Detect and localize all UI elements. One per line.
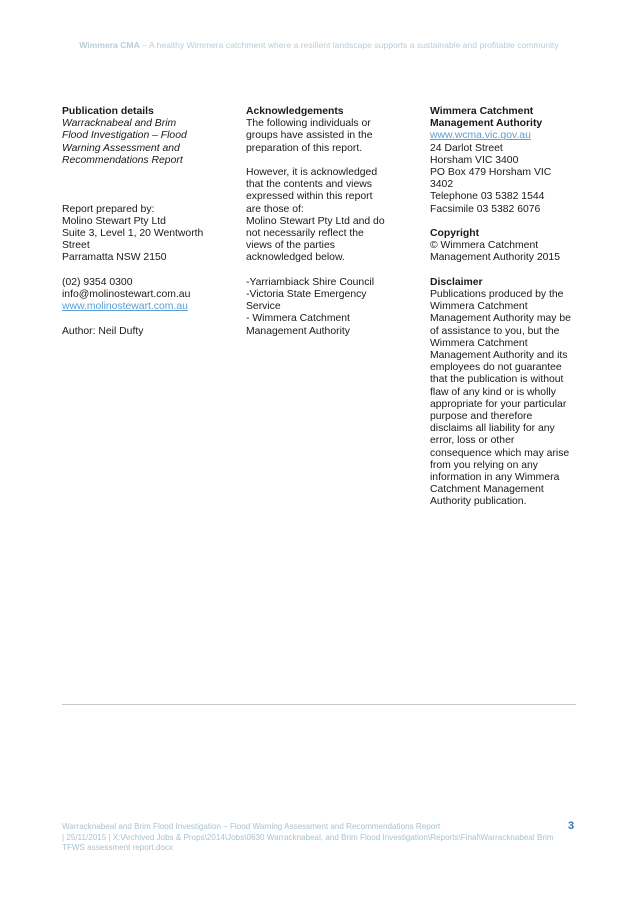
page-number: 3: [568, 820, 575, 832]
disclaimer-line: error, loss or other: [430, 435, 515, 447]
header-org: Wimmera CMA: [79, 40, 140, 50]
phone-number: (02) 9354 0300: [62, 276, 133, 288]
acknowledged-party: - Wimmera Catchment: [246, 313, 350, 325]
report-title-line: Recommendations Report: [62, 154, 183, 166]
copyright-text: Management Authority 2015: [430, 252, 560, 264]
author: Author: Neil Dufty: [62, 325, 144, 337]
acknowledgements-text: views of the parties: [246, 240, 335, 252]
report-title-line: Warracknabeal and Brim: [62, 118, 177, 130]
disclaimer-text: [430, 289, 580, 509]
wcma-facsimile: Facsimile 03 5382 6076: [430, 203, 541, 215]
footer-file-path: | 25/11/2015 | X:\Archived Jobs & Props\2014\Jobs\0630 Warracknabeal, and Brim Flood Investigation\Reports\Final\Warracknabeal Brim: [62, 832, 554, 842]
acknowledgements-text: expressed within this report: [246, 191, 373, 203]
publication-details-heading: Publication details: [62, 106, 154, 117]
acknowledgements-text: Molino Stewart Pty Ltd and do: [246, 215, 385, 227]
disclaimer-line: that the publication is without: [430, 374, 564, 386]
spacer: [246, 155, 406, 167]
wcma-address-line: 3402: [430, 179, 454, 191]
disclaimer-line: appropriate for your particular: [430, 398, 567, 410]
publication-details-column: [62, 106, 232, 338]
prepared-by-label: Report prepared by:: [62, 203, 155, 215]
spacer: [62, 313, 232, 325]
copyright-text: © Wimmera Catchment: [430, 240, 539, 252]
disclaimer-line: disclaims all liability for any: [430, 423, 555, 435]
wcma-address-line: 24 Darlot Street: [430, 142, 503, 154]
wcma-address-line: Horsham VIC 3400: [430, 154, 519, 166]
wcma-heading: Management Authority: [430, 118, 543, 130]
footer-divider: [62, 704, 576, 705]
acknowledgements-text: acknowledged below.: [246, 252, 345, 264]
disclaimer-line: Authority publication.: [430, 496, 527, 508]
footer-report-title: Warracknabeal and Brim Flood Investigation – Flood Warning Assessment and Recommendations Report: [62, 822, 441, 831]
molino-website-link[interactable]: www.molinostewart.com.au: [62, 301, 188, 313]
acknowledgements-text: are those of:: [246, 203, 304, 215]
disclaimer-line: Management Authority and its: [430, 350, 568, 362]
wcma-address-line: PO Box 479 Horsham VIC: [430, 167, 552, 179]
disclaimer-line: Management Authority may be: [430, 313, 571, 325]
address-line: Parramatta NSW 2150: [62, 252, 167, 264]
wcma-telephone: Telephone 03 5382 1544: [430, 191, 545, 203]
disclaimer-heading: Disclaimer: [430, 276, 483, 288]
disclaimer-line: from you relying on any: [430, 459, 539, 471]
spacer: [62, 265, 232, 277]
copyright-heading: Copyright: [430, 228, 480, 240]
wcma-heading: Wimmera Catchment: [430, 106, 534, 117]
acknowledgements-text: However, it is acknowledged: [246, 167, 378, 178]
acknowledgements-text: that the contents and views: [246, 179, 372, 191]
header-tagline: – A healthy Wimmera catchment where a resilient landscape supports a sustainable and profitable community: [139, 40, 559, 50]
report-title-line: Warning Assessment and: [62, 142, 180, 154]
address-line: Street: [62, 240, 90, 252]
disclaimer-line: of assistance to you, but the: [430, 325, 560, 337]
email-address: info@molinostewart.com.au: [62, 289, 191, 300]
acknowledged-party: Service: [246, 301, 281, 313]
spacer: [430, 265, 580, 277]
spacer: [62, 167, 232, 191]
acknowledged-party: -Victoria State Emergency: [246, 289, 367, 301]
report-title-line: Flood Investigation – Flood: [62, 130, 187, 142]
running-header: [0, 40, 638, 50]
disclaimer-line: purpose and therefore: [430, 411, 533, 423]
wimmera-cma-column: [430, 106, 580, 509]
company-name: Molino Stewart Pty Ltd: [62, 215, 166, 227]
wcma-website-link[interactable]: www.wcma.vic.gov.au: [430, 130, 531, 142]
acknowledgements-text: The following individuals or: [246, 118, 371, 130]
spacer: [246, 265, 406, 277]
acknowledged-party: -Yarriambiack Shire Council: [246, 276, 374, 288]
spacer: [62, 191, 232, 203]
acknowledgements-column: [246, 106, 406, 338]
acknowledgements-heading: Acknowledgements: [246, 106, 344, 117]
report-title: [62, 118, 232, 167]
disclaimer-line: Wimmera Catchment: [430, 301, 528, 313]
running-footer: [62, 822, 558, 854]
spacer: [430, 216, 580, 228]
acknowledgements-text: preparation of this report.: [246, 142, 363, 154]
disclaimer-line: consequence which may arise: [430, 447, 570, 459]
disclaimer-line: employees do not guarantee: [430, 362, 562, 374]
footer-file-name: TFWS assessment report.docx: [62, 843, 174, 853]
disclaimer-line: Wimmera Catchment: [430, 337, 528, 349]
acknowledgements-text: groups have assisted in the: [246, 130, 373, 142]
disclaimer-line: Catchment Management: [430, 484, 544, 496]
address-line: Suite 3, Level 1, 20 Wentworth: [62, 228, 204, 239]
disclaimer-line: flaw of any kind or is wholly: [430, 386, 556, 398]
acknowledgements-text: not necessarily reflect the: [246, 228, 364, 240]
acknowledged-party: Management Authority: [246, 325, 350, 337]
disclaimer-line: Publications produced by the: [430, 289, 564, 301]
disclaimer-line: information in any Wimmera: [430, 472, 560, 484]
